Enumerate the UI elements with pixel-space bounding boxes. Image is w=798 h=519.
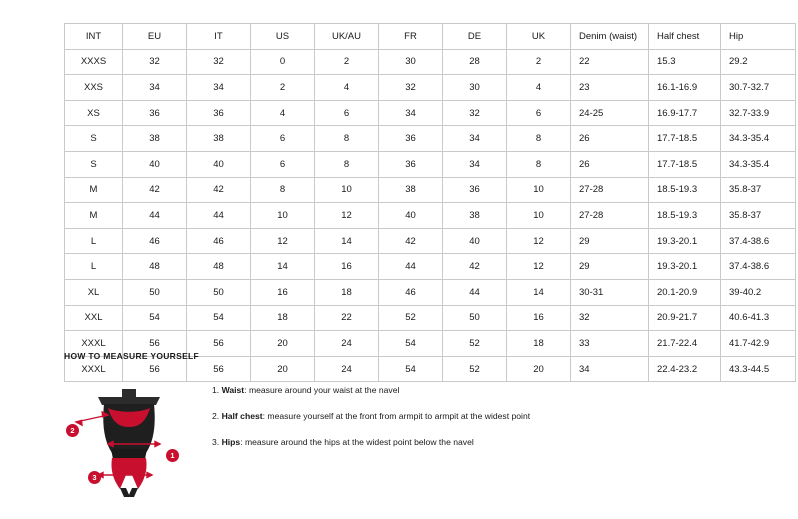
cell-uk: 16: [507, 305, 571, 331]
cell-de: 50: [443, 305, 507, 331]
cell-fr: 38: [379, 177, 443, 203]
cell-denim: 22: [571, 49, 649, 75]
cell-half-chest: 21.7-22.4: [649, 331, 721, 357]
cell-hip: 43.3-44.5: [721, 356, 796, 382]
cell-it: 32: [187, 49, 251, 75]
cell-fr: 30: [379, 49, 443, 75]
how-to-measure-body: [64, 375, 744, 505]
cell-hip: 32.7-33.9: [721, 100, 796, 126]
figure-bullet-1: 1: [166, 449, 179, 462]
cell-uk: 4: [507, 75, 571, 101]
cell-eu: 38: [123, 126, 187, 152]
cell-uk: 6: [507, 100, 571, 126]
cell-us: 8: [251, 177, 315, 203]
cell-ukau: 8: [315, 126, 379, 152]
cell-eu: 54: [123, 305, 187, 331]
step-number-2: 2.: [212, 411, 220, 422]
cell-hip: 35.8-37: [721, 177, 796, 203]
size-table-container: [64, 23, 770, 382]
cell-ukau: 2: [315, 49, 379, 75]
cell-eu: 42: [123, 177, 187, 203]
cell-it: 54: [187, 305, 251, 331]
mannequin-shape: [98, 389, 160, 497]
cell-fr: 34: [379, 100, 443, 126]
cell-uk: 12: [507, 254, 571, 280]
cell-half-chest: 18.5-19.3: [649, 177, 721, 203]
column-header-uk: UK: [507, 24, 571, 50]
cell-int: XL: [65, 279, 123, 305]
cell-ukau: 24: [315, 331, 379, 357]
cell-eu: 40: [123, 151, 187, 177]
cell-int: L: [65, 254, 123, 280]
cell-int: XXL: [65, 305, 123, 331]
column-header-int: INT: [65, 24, 123, 50]
cell-denim: 29: [571, 228, 649, 254]
cell-fr: 54: [379, 331, 443, 357]
figure-bullet-3: 3: [88, 471, 101, 484]
cell-int: S: [65, 151, 123, 177]
measure-step-waist: [212, 385, 530, 396]
table-row: [65, 177, 796, 203]
step-text-waist: : measure around your waist at the navel: [244, 385, 400, 395]
size-conversion-table: [64, 23, 796, 382]
cell-hip: 35.8-37: [721, 203, 796, 229]
cell-half-chest: 19.3-20.1: [649, 254, 721, 280]
step-text-hips: : measure around the hips at the widest point below the navel: [240, 437, 474, 448]
cell-fr: 52: [379, 305, 443, 331]
step-term-hips: Hips: [221, 437, 241, 448]
cell-ukau: 6: [315, 100, 379, 126]
cell-half-chest: 22.4-23.2: [649, 356, 721, 382]
cell-ukau: 18: [315, 279, 379, 305]
cell-denim: 27-28: [571, 203, 649, 229]
cell-ukau: 16: [315, 254, 379, 280]
cell-int: XS: [65, 100, 123, 126]
cell-denim: 32: [571, 305, 649, 331]
cell-denim: 26: [571, 126, 649, 152]
cell-int: XXXS: [65, 49, 123, 75]
cell-uk: 20: [507, 356, 571, 382]
how-to-measure-section: [64, 351, 744, 505]
column-header-de: DE: [443, 24, 507, 50]
cell-us: 2: [251, 75, 315, 101]
cell-de: 32: [443, 100, 507, 126]
cell-fr: 44: [379, 254, 443, 280]
step-term-waist: Waist: [221, 385, 245, 395]
cell-ukau: 4: [315, 75, 379, 101]
cell-denim: 29: [571, 254, 649, 280]
cell-de: 28: [443, 49, 507, 75]
cell-hip: 29.2: [721, 49, 796, 75]
cell-ukau: 10: [315, 177, 379, 203]
cell-half-chest: 19.3-20.1: [649, 228, 721, 254]
measure-step-hips: [212, 437, 530, 448]
cell-uk: 8: [507, 126, 571, 152]
cell-int: XXXL: [65, 356, 123, 382]
cell-uk: 18: [507, 331, 571, 357]
cell-denim: 34: [571, 356, 649, 382]
cell-eu: 50: [123, 279, 187, 305]
table-row: [65, 305, 796, 331]
cell-int: M: [65, 177, 123, 203]
cell-int: XXXL: [65, 331, 123, 357]
cell-it: 56: [187, 331, 251, 357]
cell-fr: 46: [379, 279, 443, 305]
cell-hip: 34.3-35.4: [721, 151, 796, 177]
table-row: [65, 75, 796, 101]
cell-fr: 54: [379, 356, 443, 382]
table-row: [65, 228, 796, 254]
cell-ukau: 14: [315, 228, 379, 254]
cell-denim: 23: [571, 75, 649, 101]
cell-it: 38: [187, 126, 251, 152]
cell-denim: 33: [571, 331, 649, 357]
cell-int: L: [65, 228, 123, 254]
cell-it: 56: [187, 356, 251, 382]
cell-us: 20: [251, 356, 315, 382]
cell-eu: 46: [123, 228, 187, 254]
column-header-us: US: [251, 24, 315, 50]
table-row: [65, 151, 796, 177]
cell-eu: 44: [123, 203, 187, 229]
cell-us: 10: [251, 203, 315, 229]
cell-it: 46: [187, 228, 251, 254]
how-to-measure-title: HOW TO MEASURE YOURSELF: [64, 351, 200, 361]
cell-hip: 37.4-38.6: [721, 254, 796, 280]
cell-hip: 39-40.2: [721, 279, 796, 305]
cell-us: 12: [251, 228, 315, 254]
table-row: [65, 254, 796, 280]
cell-hip: 30.7-32.7: [721, 75, 796, 101]
figure-bullet-2: 2: [66, 424, 79, 437]
cell-eu: 48: [123, 254, 187, 280]
cell-ukau: 22: [315, 305, 379, 331]
mannequin-illustration: [64, 375, 194, 505]
cell-denim: 24-25: [571, 100, 649, 126]
cell-half-chest: 17.7-18.5: [649, 151, 721, 177]
column-header-it: IT: [187, 24, 251, 50]
cell-eu: 56: [123, 356, 187, 382]
cell-ukau: 8: [315, 151, 379, 177]
cell-uk: 2: [507, 49, 571, 75]
cell-fr: 40: [379, 203, 443, 229]
cell-hip: 34.3-35.4: [721, 126, 796, 152]
cell-int: M: [65, 203, 123, 229]
table-body: [65, 49, 796, 382]
cell-de: 30: [443, 75, 507, 101]
cell-uk: 10: [507, 203, 571, 229]
cell-hip: 41.7-42.9: [721, 331, 796, 357]
cell-de: 38: [443, 203, 507, 229]
cell-eu: 32: [123, 49, 187, 75]
cell-it: 42: [187, 177, 251, 203]
cell-half-chest: 15.3: [649, 49, 721, 75]
cell-it: 34: [187, 75, 251, 101]
cell-uk: 12: [507, 228, 571, 254]
cell-half-chest: 20.1-20.9: [649, 279, 721, 305]
half-chest-measure-arrow: [76, 412, 108, 425]
column-header-ukau: UK/AU: [315, 24, 379, 50]
cell-uk: 8: [507, 151, 571, 177]
table-row: [65, 126, 796, 152]
cell-half-chest: 18.5-19.3: [649, 203, 721, 229]
cell-half-chest: 16.9-17.7: [649, 100, 721, 126]
cell-de: 34: [443, 151, 507, 177]
measure-steps-list: [212, 375, 530, 464]
step-number-3: 3.: [212, 437, 220, 448]
cell-uk: 14: [507, 279, 571, 305]
cell-denim: 26: [571, 151, 649, 177]
measurement-figure: [64, 375, 194, 505]
step-text-half-chest: : measure yourself at the front from armpit to armpit at the widest point: [262, 411, 531, 422]
cell-de: 34: [443, 126, 507, 152]
table-row: [65, 279, 796, 305]
cell-it: 40: [187, 151, 251, 177]
table-row: [65, 203, 796, 229]
cell-us: 20: [251, 331, 315, 357]
cell-fr: 42: [379, 228, 443, 254]
column-header-denim-waist: Denim (waist): [571, 24, 649, 50]
cell-fr: 36: [379, 126, 443, 152]
cell-int: XXS: [65, 75, 123, 101]
cell-half-chest: 20.9-21.7: [649, 305, 721, 331]
cell-half-chest: 16.1-16.9: [649, 75, 721, 101]
step-number-1: 1.: [212, 385, 220, 395]
measure-step-half-chest: [212, 411, 530, 422]
cell-us: 6: [251, 126, 315, 152]
cell-it: 44: [187, 203, 251, 229]
cell-de: 44: [443, 279, 507, 305]
column-header-half-chest: Half chest: [649, 24, 721, 50]
cell-de: 40: [443, 228, 507, 254]
cell-de: 52: [443, 356, 507, 382]
cell-eu: 36: [123, 100, 187, 126]
cell-denim: 27-28: [571, 177, 649, 203]
table-row: [65, 49, 796, 75]
cell-us: 6: [251, 151, 315, 177]
cell-us: 0: [251, 49, 315, 75]
table-row: [65, 100, 796, 126]
cell-eu: 56: [123, 331, 187, 357]
cell-it: 50: [187, 279, 251, 305]
cell-ukau: 12: [315, 203, 379, 229]
cell-hip: 37.4-38.6: [721, 228, 796, 254]
cell-de: 42: [443, 254, 507, 280]
cell-it: 36: [187, 100, 251, 126]
cell-half-chest: 17.7-18.5: [649, 126, 721, 152]
cell-fr: 36: [379, 151, 443, 177]
cell-int: S: [65, 126, 123, 152]
column-header-eu: EU: [123, 24, 187, 50]
step-term-half-chest: Half chest: [221, 411, 263, 422]
cell-fr: 32: [379, 75, 443, 101]
column-header-hip: Hip: [721, 24, 796, 50]
cell-eu: 34: [123, 75, 187, 101]
cell-us: 4: [251, 100, 315, 126]
cell-it: 48: [187, 254, 251, 280]
table-header-row: [65, 24, 796, 50]
cell-uk: 10: [507, 177, 571, 203]
cell-us: 16: [251, 279, 315, 305]
cell-denim: 30-31: [571, 279, 649, 305]
cell-ukau: 24: [315, 356, 379, 382]
cell-de: 52: [443, 331, 507, 357]
cell-us: 14: [251, 254, 315, 280]
cell-de: 36: [443, 177, 507, 203]
cell-us: 18: [251, 305, 315, 331]
column-header-fr: FR: [379, 24, 443, 50]
cell-hip: 40.6-41.3: [721, 305, 796, 331]
